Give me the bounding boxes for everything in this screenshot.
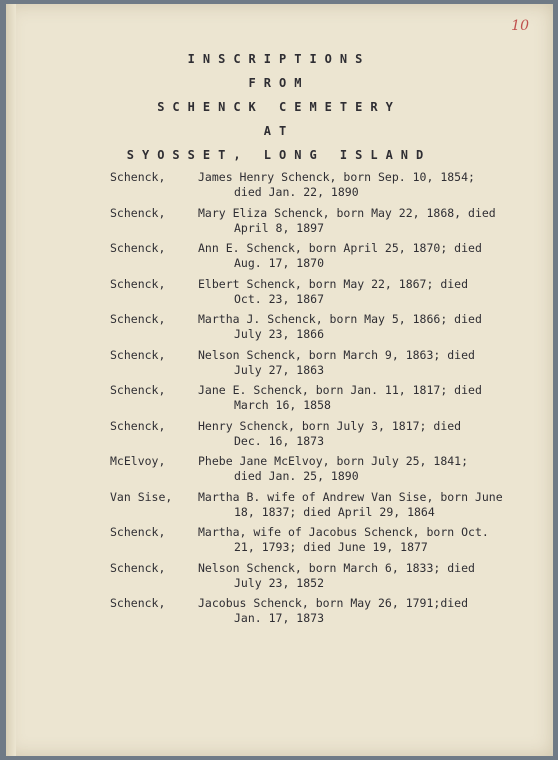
entry-line-2: Jan. 17, 1873	[234, 611, 325, 625]
entry-line-2: Aug. 17, 1870	[234, 256, 325, 270]
entry-surname: McElvoy,	[110, 454, 166, 468]
entry-surname: Schenck,	[110, 347, 166, 362]
inscription-entry	[110, 241, 530, 277]
entry-text	[198, 277, 530, 313]
entry-line-2: died Jan. 25, 1890	[234, 469, 359, 483]
entry-surname: Schenck,	[110, 170, 166, 184]
entry-line-2: 21, 1793; died June 19, 1877	[234, 540, 428, 554]
entry-line-1: Mary Eliza Schenck, born May 22, 1868, died	[198, 205, 496, 220]
entry-line-2: died Jan. 22, 1890	[234, 185, 359, 199]
inscription-entry	[110, 312, 530, 348]
entry-line-1: Ann E. Schenck, born April 25, 1870; died	[198, 241, 482, 255]
heading-line-4: AT	[263, 124, 295, 138]
entry-text	[198, 525, 530, 561]
entry-line-2: July 23, 1852	[234, 575, 325, 590]
heading-line-1: INSCRIPTIONS	[187, 52, 371, 66]
inscription-entry	[110, 419, 530, 455]
entry-surname: Schenck,	[110, 276, 166, 291]
inscription-entry	[110, 170, 530, 206]
entry-text	[198, 206, 530, 242]
entry-line-1: Nelson Schenck, born March 9, 1863; died	[198, 347, 475, 362]
entry-surname: Schenck,	[110, 241, 166, 255]
entry-line-2: Oct. 23, 1867	[234, 291, 325, 306]
page-binding-edge	[6, 4, 16, 756]
entry-surname: Schenck,	[110, 525, 166, 539]
entry-line-1: Martha J. Schenck, born May 5, 1866; died	[198, 312, 482, 326]
entry-text	[198, 348, 530, 384]
entry-surname: Schenck,	[110, 312, 166, 326]
inscription-entry	[110, 561, 530, 597]
entry-text	[198, 419, 530, 455]
entry-line-1: Martha B. wife of Andrew Van Sise, born June	[198, 489, 503, 504]
entry-line-2: March 16, 1858	[234, 398, 331, 412]
entry-text	[198, 490, 530, 526]
inscription-entry	[110, 596, 530, 632]
entry-line-2: April 8, 1897	[234, 220, 325, 235]
entry-surname: Schenck,	[110, 596, 166, 610]
entry-line-2: July 27, 1863	[234, 362, 325, 377]
heading-line-3: SCHENCK CEMETERY	[157, 100, 401, 114]
entry-line-1: Phebe Jane McElvoy, born July 25, 1841;	[198, 454, 469, 468]
entry-line-1: Elbert Schenck, born May 22, 1867; died	[198, 276, 469, 291]
entry-line-2: July 23, 1866	[234, 327, 325, 341]
entry-text	[198, 383, 530, 419]
entry-text	[198, 454, 530, 490]
entry-line-1: Martha, wife of Jacobus Schenck, born Oct.	[198, 525, 489, 539]
entry-line-1: James Henry Schenck, born Sep. 10, 1854;	[198, 170, 475, 184]
page-number: 10	[511, 18, 529, 34]
entry-text	[198, 170, 530, 206]
inscription-entry	[110, 383, 530, 419]
entry-line-1: Jacobus Schenck, born May 26, 1791;died	[198, 596, 469, 610]
inscription-entry	[110, 454, 530, 490]
entry-text	[198, 596, 530, 632]
entry-surname: Schenck,	[110, 418, 166, 433]
inscription-entry	[110, 277, 530, 313]
heading-line-2: FROM	[248, 76, 310, 90]
inscription-entry	[110, 525, 530, 561]
inscription-list	[110, 170, 530, 632]
entry-line-2: Dec. 16, 1873	[234, 433, 325, 448]
entry-line-1: Nelson Schenck, born March 6, 1833; died	[198, 560, 475, 575]
inscription-entry	[110, 206, 530, 242]
entry-text	[198, 312, 530, 348]
entry-surname: Van Sise,	[110, 489, 173, 504]
entry-line-2: 18, 1837; died April 29, 1864	[234, 504, 435, 519]
entry-surname: Schenck,	[110, 560, 166, 575]
heading-line-5: SYOSSET, LONG ISLAND	[126, 148, 432, 162]
entry-surname: Schenck,	[110, 205, 166, 220]
inscription-entry	[110, 490, 530, 526]
entry-line-1: Henry Schenck, born July 3, 1817; died	[198, 418, 462, 433]
entry-text	[198, 241, 530, 277]
entry-line-1: Jane E. Schenck, born Jan. 11, 1817; died	[198, 383, 482, 397]
inscription-entry	[110, 348, 530, 384]
entry-surname: Schenck,	[110, 383, 166, 397]
entry-text	[198, 561, 530, 597]
